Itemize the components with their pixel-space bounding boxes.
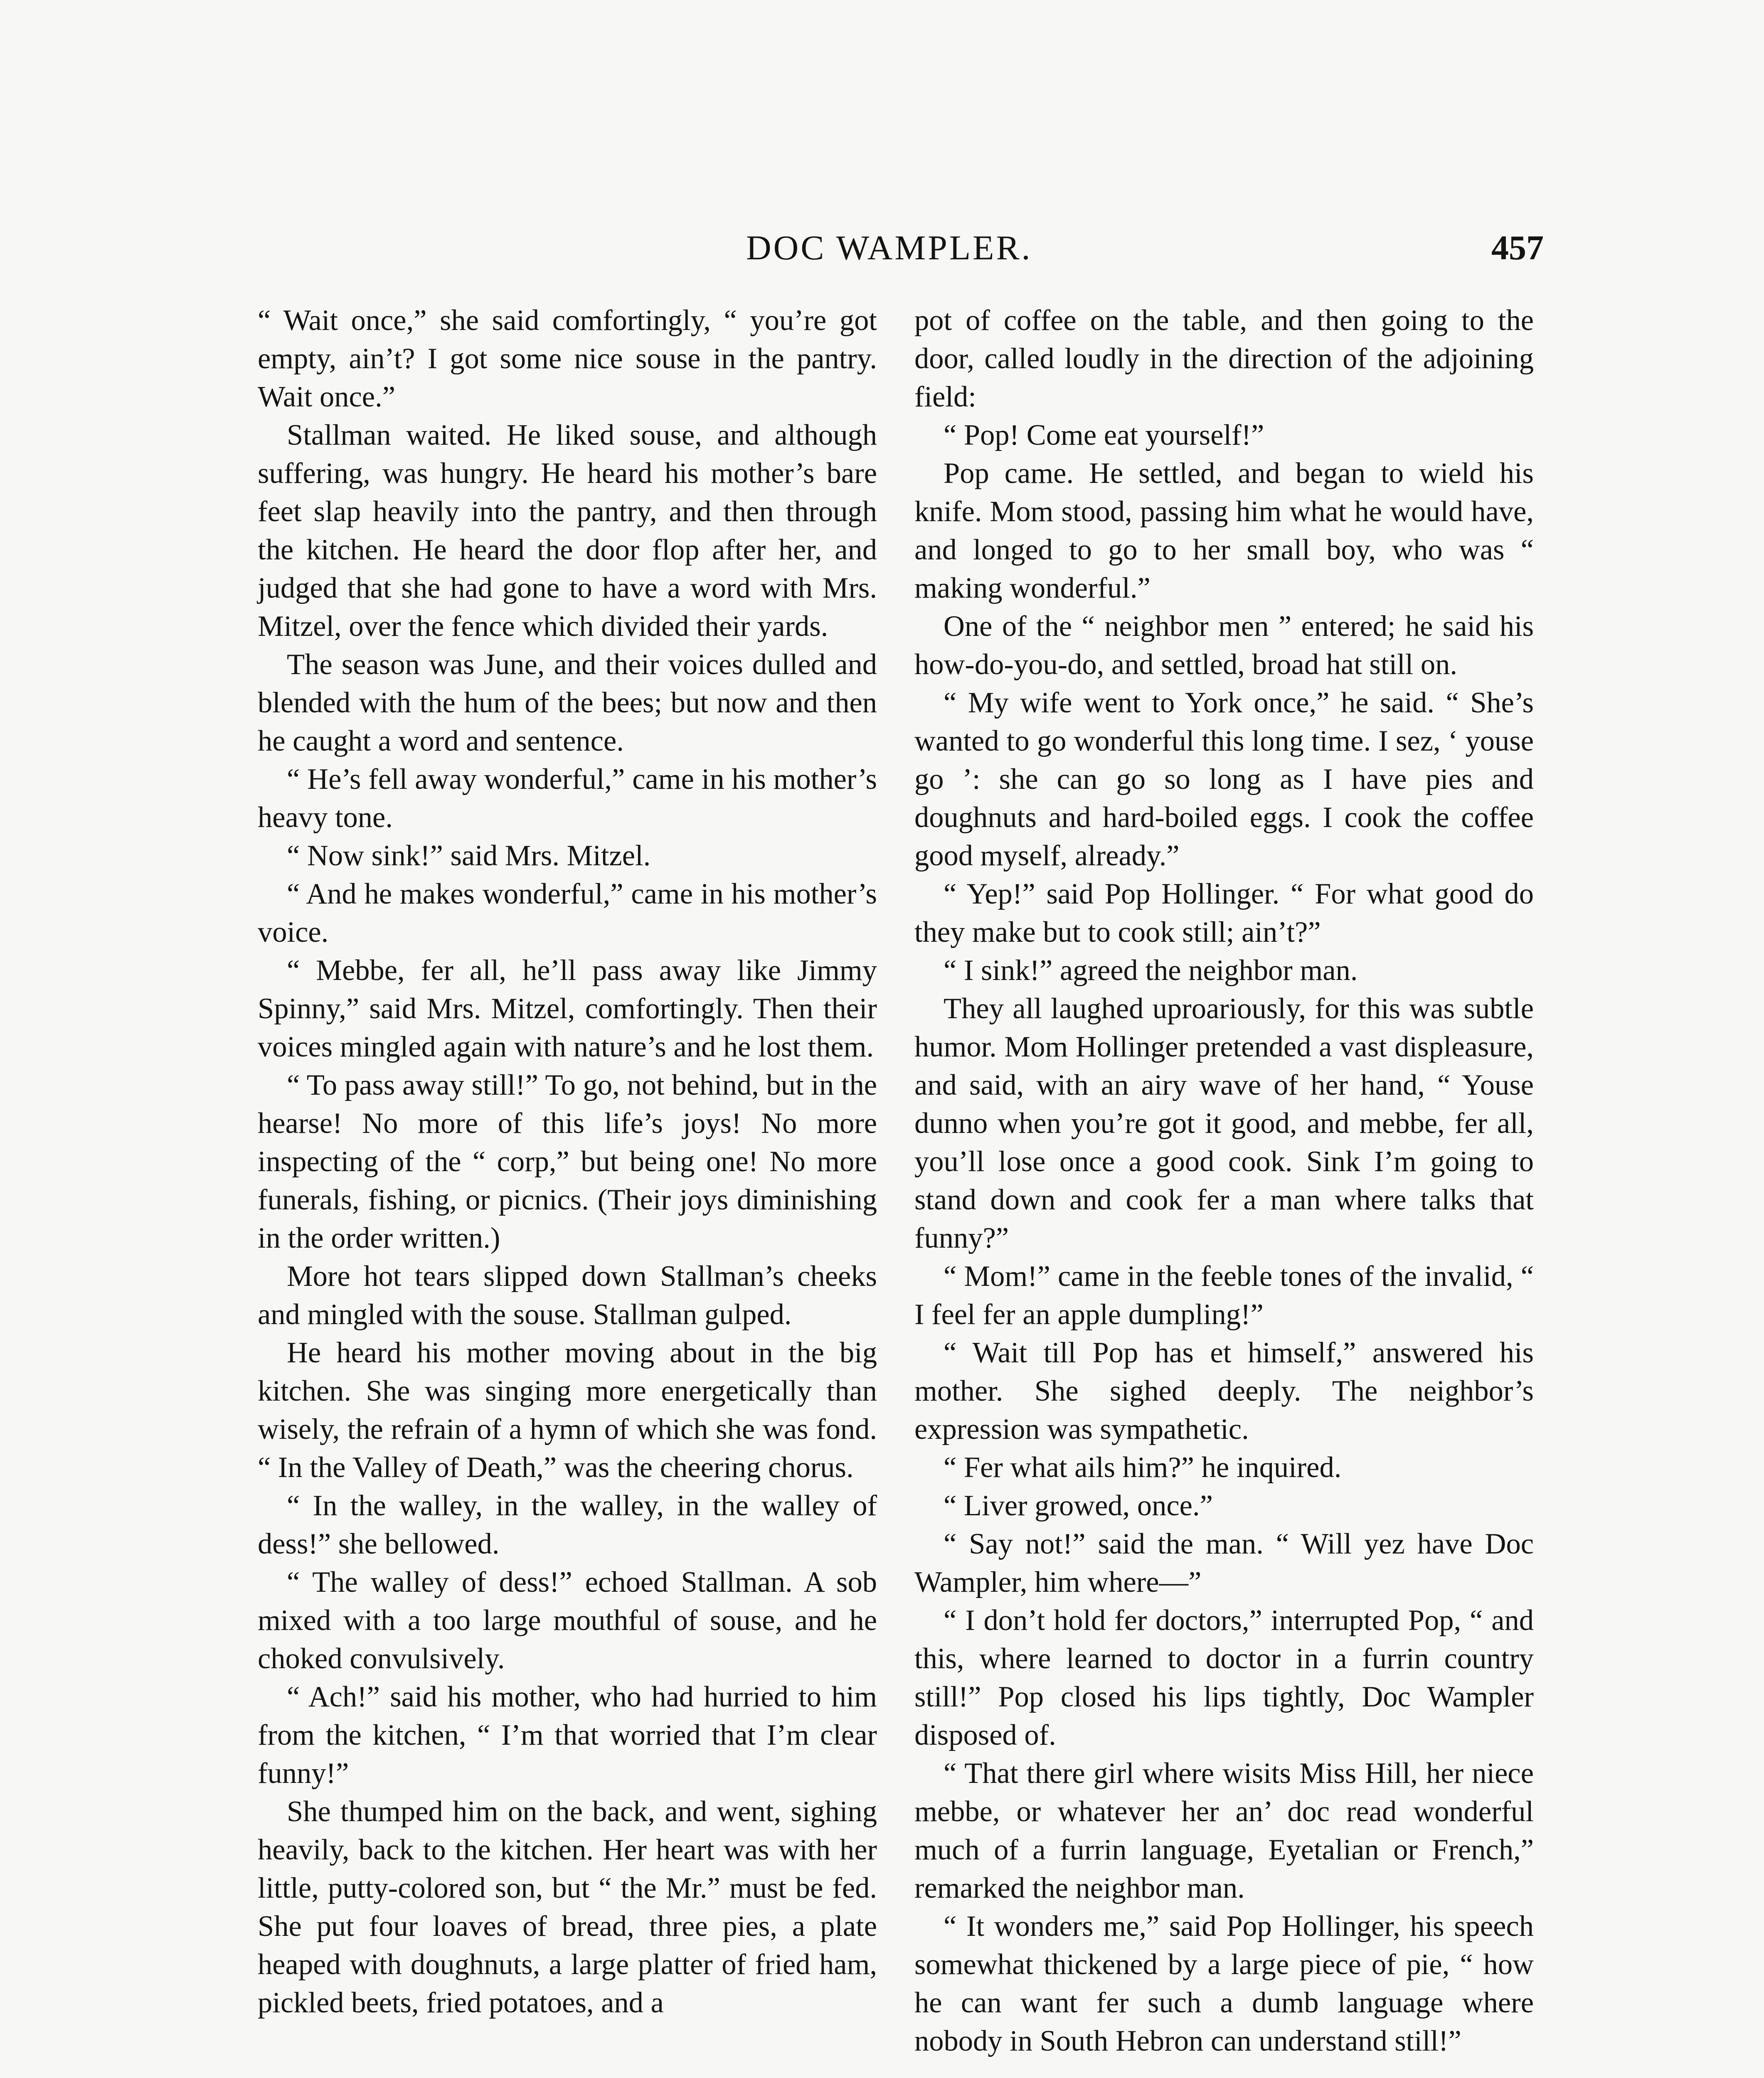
paragraph: “ He’s fell away wonderful,” came in his mother’s heavy tone. xyxy=(258,763,877,834)
paragraph: “ Now sink!” said Mrs. Mitzel. xyxy=(287,840,651,872)
paragraph: She thumped him on the back, and went, sighing heavily, back to the kitchen. Her heart was with her little, putty-colored son, but “ the Mr.” must be fed. She put four loaves of bread, three pies, a plate heaped with doughnuts, a large platter of fried ham, pickled beets, fried potatoes, and a xyxy=(258,1795,877,2019)
paragraph: “ Yep!” said Pop Hollinger. “ For what good do they make but to cook still; ain’t?” xyxy=(914,878,1534,948)
paragraph: “ I sink!” agreed the neighbor man. xyxy=(944,954,1358,987)
paragraph: “ My wife went to York once,” he said. “ She’s wanted to go wonderful this long time. I sez, ‘ youse go ’: she can go so long as I have pies and doughnuts and hard-boiled eggs. I cook the coffee good myself, already.” xyxy=(914,687,1534,872)
running-head: DOC WAMPLER. xyxy=(746,229,1032,267)
paragraph: “ Fer what ails him?” he inquired. xyxy=(944,1451,1342,1484)
paragraph: “ It wonders me,” said Pop Hollinger, his speech somewhat thickened by a large piece of pie, “ how he can want fer such a dumb language where nobody in South Hebron can understand still!” xyxy=(914,1910,1534,2057)
paragraph: “ That there girl where wisits Miss Hill, her niece mebbe, or whatever her an’ doc read wonderful much of a furrin language, Eyetalian or French,” remarked the neighbor man. xyxy=(914,1757,1534,1904)
paragraph: “ Wait till Pop has et himself,” answered his mother. She sighed deeply. The neighbor’s expression was sympathetic. xyxy=(914,1337,1534,1445)
paragraph: “ In the walley, in the walley, in the walley of dess!” she bellowed. xyxy=(258,1490,877,1560)
paragraph: One of the “ neighbor men ” entered; he said his how-do-you-do, and settled, broad hat still on. xyxy=(914,610,1534,681)
paragraph: He heard his mother moving about in the big kitchen. She was singing more energetically than wisely, the refrain of a hymn of which she was fond. “ In the Valley of Death,” was the cheering chorus. xyxy=(258,1337,877,1484)
paragraph: “ Liver growed, once.” xyxy=(944,1490,1213,1522)
paragraph: “ Wait once,” she said comfortingly, “ you’re got empty, ain’t? I got some nice souse in the pantry. Wait once.” xyxy=(258,304,877,413)
right-text-column xyxy=(914,301,1534,2060)
paragraph: “ I don’t hold fer doctors,” interrupted Pop, “ and this, where learned to doctor in a furrin country still!” Pop closed his lips tightly, Doc Wampler disposed of. xyxy=(914,1604,1534,1751)
left-text-column xyxy=(258,301,877,2022)
paragraph: “ The walley of dess!” echoed Stallman. A sob mixed with a too large mouthful of souse, and he choked convulsively. xyxy=(258,1566,877,1675)
paragraph-continued: pot of coffee on the table, and then going to the door, called loudly in the direction of the adjoining field: xyxy=(914,304,1534,413)
paragraph: “ Say not!” said the man. “ Will yez have Doc Wampler, him where—” xyxy=(914,1528,1534,1598)
paragraph: “ To pass away still!” To go, not behind, but in the hearse! No more of this life’s joys! No more inspecting of the “ corp,” but being one! No more funerals, fishing, or picnics. (Their joys diminishing in the order written.) xyxy=(258,1069,877,1254)
paragraph: “ Mom!” came in the feeble tones of the invalid, “ I feel fer an apple dumpling!” xyxy=(914,1260,1534,1331)
paragraph: Stallman waited. He liked souse, and although suffering, was hungry. He heard his mother’s bare feet slap heavily into the pantry, and then through the kitchen. He heard the door flop after her, and judged that she had gone to have a word with Mrs. Mitzel, over the fence which divided their yards. xyxy=(258,419,877,643)
paragraph: The season was June, and their voices dulled and blended with the hum of the bees; but now and then he caught a word and sentence. xyxy=(258,648,877,757)
paragraph: Pop came. He settled, and began to wield his knife. Mom stood, passing him what he would have, and longed to go to her small boy, who was “ making wonderful.” xyxy=(914,457,1534,604)
paragraph: “ Ach!” said his mother, who had hurried to him from the kitchen, “ I’m that worried that I’m clear funny!” xyxy=(258,1681,877,1790)
page-number: 457 xyxy=(1491,229,1544,267)
paragraph: “ Pop! Come eat yourself!” xyxy=(944,419,1264,451)
paragraph: More hot tears slipped down Stallman’s cheeks and mingled with the souse. Stallman gulped. xyxy=(258,1260,877,1331)
paragraph: They all laughed uproariously, for this was subtle humor. Mom Hollinger pretended a vast displeasure, and said, with an airy wave of her hand, “ Youse dunno when you’re got it good, and mebbe, fer all, you’ll lose once a good cook. Sink I’m going to stand down and cook fer a man where talks that funny?” xyxy=(914,992,1534,1254)
paragraph: “ Mebbe, fer all, he’ll pass away like Jimmy Spinny,” said Mrs. Mitzel, comfortingly. Then their voices mingled again with nature’s and he lost them. xyxy=(258,954,877,1063)
paragraph: “ And he makes wonderful,” came in his mother’s voice. xyxy=(258,878,877,948)
